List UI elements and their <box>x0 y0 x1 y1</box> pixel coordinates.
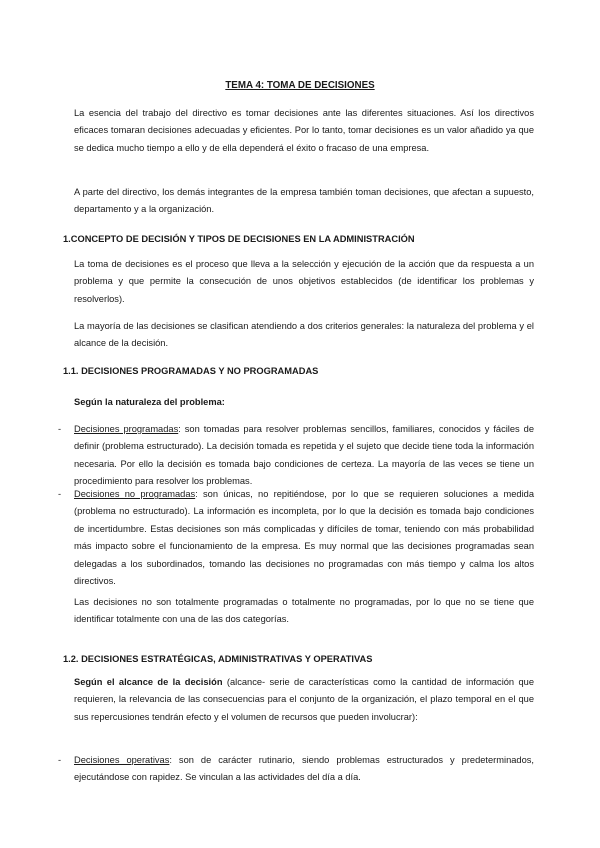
bullet-dash: - <box>58 755 62 765</box>
list-item <box>58 752 535 787</box>
section-1-2-heading: 1.2. DECISIONES ESTRATÉGICAS, ADMINISTRATIVAS Y OPERATIVAS <box>63 654 373 664</box>
section-1-2-lead <box>74 674 534 726</box>
bullet-text: : son de carácter rutinario, siendo problemas estructurados y predeterminados, ejecutándose con rapidez. Se vinculan a las actividades del día a día. <box>74 755 535 783</box>
list-item <box>58 486 534 590</box>
bullet-term: Decisiones programadas <box>74 424 179 434</box>
list-item <box>58 421 534 491</box>
section-1-1-heading: 1.1. DECISIONES PROGRAMADAS Y NO PROGRAMADAS <box>63 366 319 376</box>
lead-bold: Según el alcance de la decisión <box>74 677 223 687</box>
section-1-paragraph-2: La mayoría de las decisiones se clasifican atendiendo a dos criterios generales: la naturaleza del problema y el alcance de la decisión. <box>74 321 534 349</box>
intro-paragraph-2: A parte del directivo, los demás integrantes de la empresa también toman decisiones, que afectan a supuesto, departamento y a la organización. <box>74 187 534 215</box>
section-1-1-closing: Las decisiones no son totalmente programadas o totalmente no programadas, por lo que no se tiene que identificar totalmente con una de las dos categorías. <box>74 597 534 625</box>
section-1-paragraph-1: La toma de decisiones es el proceso que lleva a la selección y ejecución de la acción que da respuesta a un problema y que permite la consecución de unos objetivos establecidos (de identificar los problemas y resolverlos). <box>74 259 534 304</box>
bullet-term: Decisiones operativas <box>74 755 170 765</box>
bullet-dash: - <box>58 424 62 434</box>
section-1-heading: 1.CONCEPTO DE DECISIÓN Y TIPOS DE DECISIONES EN LA ADMINISTRACIÓN <box>63 234 415 244</box>
intro-paragraph-1: La esencia del trabajo del directivo es tomar decisiones ante las diferentes situaciones. Así los directivos eficaces tomaran decisiones adecuadas y eficientes. Por lo tanto, tomar decisiones es un valor añadido ya que se dedica mucho tiempo a ello y de ella dependerá el éxito o fracaso de una empresa. <box>74 108 534 153</box>
section-1-1-subheading: Según la naturaleza del problema: <box>74 397 225 407</box>
document-title: TEMA 4: TOMA DE DECISIONES <box>225 80 375 91</box>
lead-text: (alcance- serie de características como la cantidad de información que requieren, la relevancia de las consecuencias para el conjunto de la organización, el plazo temporal en el que sus repercusiones tendrán efecto y el volumen de recursos que pueden involucrar): <box>74 677 534 722</box>
bullet-term: Decisiones no programadas <box>74 489 196 499</box>
bullet-text: : son tomadas para resolver problemas sencillos, familiares, conocidos y fáciles de definir (problema estructurado). La decisión tomada es repetida y el sujeto que decide tiene toda la información necesaria. Por ello la decisión es tomada bajo condiciones de certeza. La mayoría de las veces se tiene un procedimiento para resolver los problemas. <box>74 424 534 487</box>
bullet-text: : son únicas, no repitiéndose, por lo que se requieren soluciones a medida (problema no estructurado). La información es incompleta, por lo que la decisión es tomada bajo condiciones de incertidumbre. Estas decisiones son más complicadas y difíciles de tomar, teniendo con más probabilidad más impacto sobre el funcionamiento de la empresa. Es muy normal que las decisiones programadas sean delegadas a los subordinados, tomando las decisiones no programadas con más tiempo y calma los altos directivos. <box>74 489 534 587</box>
bullet-dash: - <box>58 489 62 499</box>
